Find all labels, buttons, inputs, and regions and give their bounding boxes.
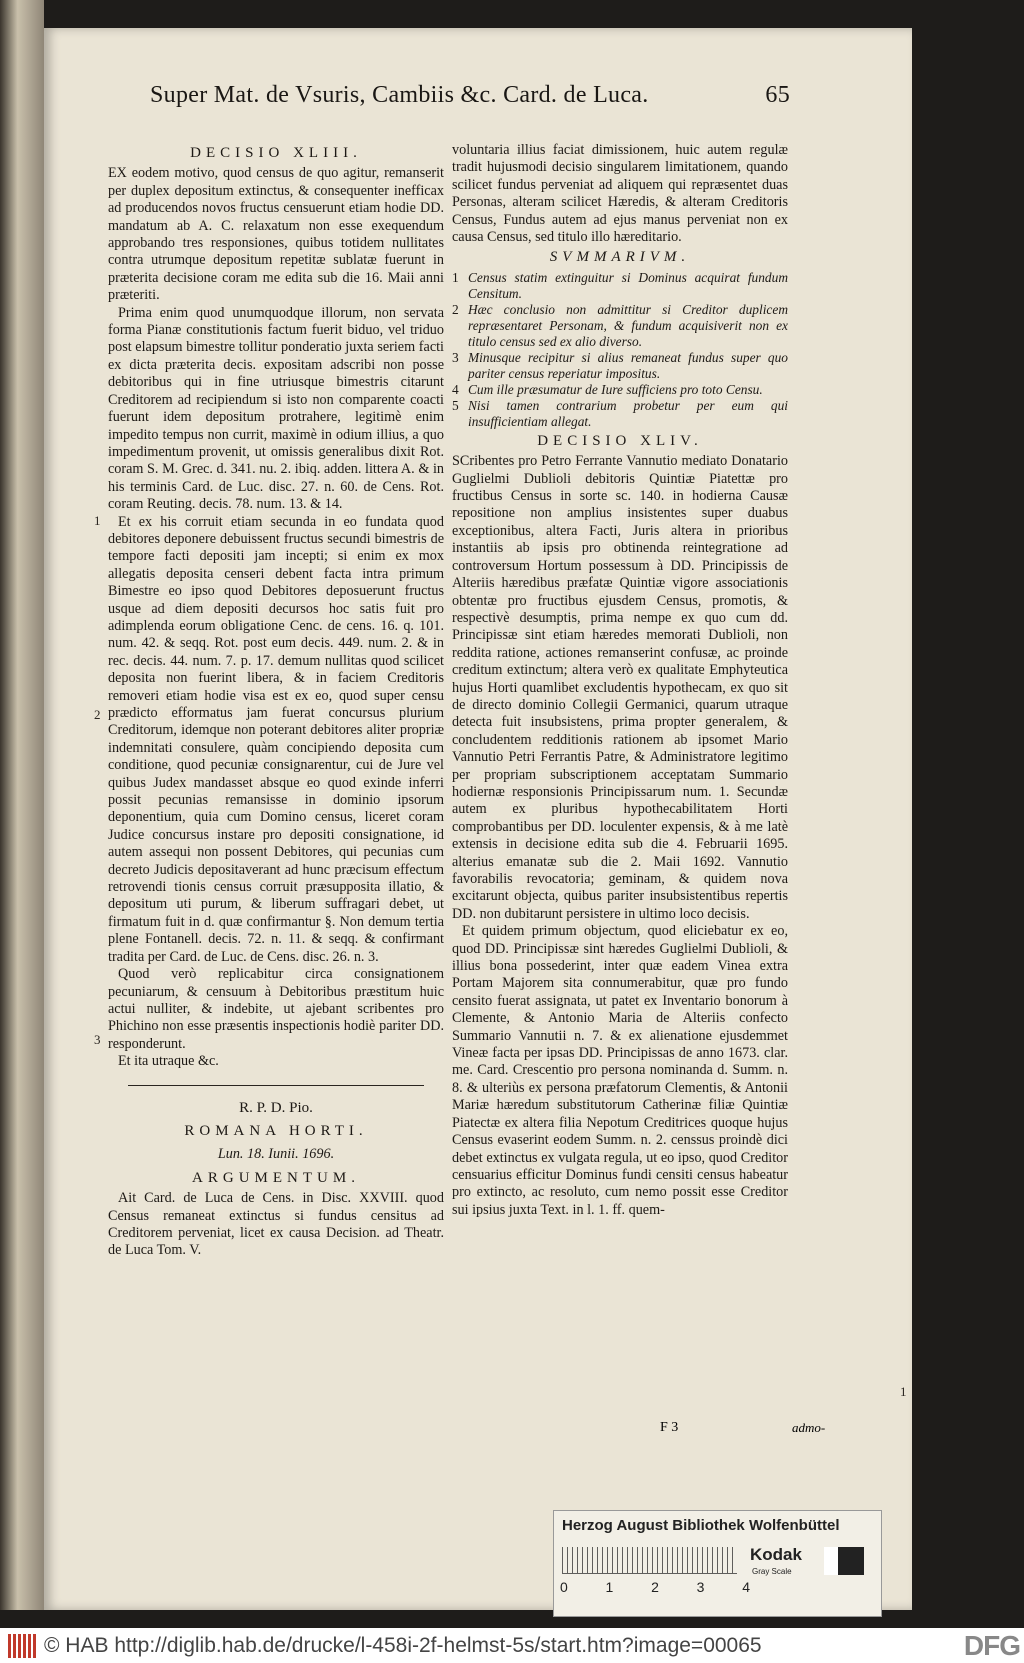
footer-url-text[interactable]: © HAB http://diglib.hab.de/drucke/l-458i-2f-helmst-5s/start.htm?image=00065 [44, 1633, 762, 1657]
decisio-xliii-title: DECISIO XLIII. [190, 145, 362, 161]
margin-number: 1 [94, 513, 101, 528]
case-date: Lun. 18. Iunii. 1696. [217, 1146, 335, 1163]
decisio-xliv-title: DECISIO XLIV. [537, 432, 703, 449]
margin-number: 2 [94, 707, 101, 722]
argumentum-text: Ait Card. de Luca de Cens. in Disc. XXVIII. quod Census remaneat extinctus si fundus censitus ad Creditorem perveniat, licet ex causa Decision. ad Theatr. de Luca Tom. V. [108, 1190, 444, 1259]
barcode-icon [8, 1634, 38, 1658]
summarium-item: 2 Hæc conclusio non admittitur si Creditor duplicem repræsentaret Personam, & fundum acquisiverit non ex titulo census sed ex alio diverso. [452, 301, 788, 349]
page-number: 65 [765, 82, 790, 108]
catchword: admo- [792, 1420, 826, 1435]
library-name: Herzog August Bibliothek Wolfenbüttel [562, 1517, 840, 1534]
color-calibration-bar [553, 1510, 882, 1617]
summarium-title: SVMMARIVM. [549, 249, 691, 266]
ruler-numbers: 0 1 2 3 4 [560, 1579, 750, 1595]
right-column [452, 142, 788, 1219]
book-spine [0, 0, 44, 1610]
argumentum-title: ARGUMENTUM. [192, 1169, 360, 1186]
right-paragraph: SCribentes pro Petro Ferrante Vannutio mediato Donatario Guglielmi Dublioli debitoris Quintiæ Piatettæ pro fructibus Census in sorte sc. 140. in hodierna Causæ repositione non amplius insistentes super duabus exceptionibus, altera Facti, Juris altera in prioribus instantiis ab ipsis pro obtinenda reintegratione ad controversum Hortum possessum à DD. Principissis de Alteriis hæredibus præfatæ Quintiæ vigore associationis obtentæ pro fructibus ejusdem Census, promotis, & respectivè desumptis, prima nempe ex quo cum dd. Principissæ sint etiam hæredes memorati Dublioli, non reddita ratione, actiones remanserint confusæ, ac proinde creditum extinctum; altera verò ex qualitate Emphyteutica hujus Horti quamlibet excludentis hypothecam, ex quo sit de directo dominio Collegii Germanici, quarum utraque detecta fuit insubsistens, prima propter generalem, & concludentem redditionis rationem ab ipsomet Mario Vannutio Petri Ferrantis Patre, & Administratore legitimo per propriam subscriptionem acceptatam Summario hodiernæ responsionis Principissarum num. 1. Secundæ autem ex pluribus hypothecabilitatem Horti comprobantibus per DD. loculenter expensis, & à me latè extensis in decisione edita sub die 4. Februarii 1695. alterius emanatæ sub die 2. Maii 1692. Vannutio favorabilis revocatoria; geminam, & quidem nova excitarunt objecta, quibus pariter insubsistentibus repertis DD. non dubitarunt persistere in ultimo loco decisis. [452, 453, 788, 922]
left-paragraph: Quod verò replicabitur circa consignationem pecuniarum, & censuum à Debitoribus præstitum huic actui nulliter, & indebite, ut ajebant scribentes pro Phichino non esse præsentis inspectionis hodiè pariter DD. responderunt. [108, 966, 444, 1052]
summarium-item: 4 Cum ille præsumatur de Iure sufficiens pro toto Censu. [452, 381, 763, 397]
gray-block [824, 1547, 864, 1575]
ruler-scale [562, 1547, 737, 1574]
signature-mark: F 3 [660, 1420, 679, 1435]
section-divider [128, 1085, 424, 1086]
case-judge: R. P. D. Pio. [239, 1099, 313, 1116]
header-title: Super Mat. de Vsuris, Cambiis &c. Card. de Luca. [150, 82, 649, 108]
right-paragraph: Et quidem primum objectum, quod eliciebatur ex eo, quod DD. Principissæ sint hæredes Guglielmi Dublioli, & illius bona possederint, inter quæ eadem Vinea extra Portam Majorem sita connumerabitur, quæ pro fundo censito fuerat assignata, ut patet ex Inventario bonorum à Clemente, & Antonio Maria de Alteriis confecto Summario Vannutii n. 7. & ex alienatione ejusdemmet Vineæ facta per ipsas DD. Principissas de anno 1673. clar. me. Card. Crescentio pro persona nominanda d. Summ. n. 8. & ulteriùs ex persona præfatorum Clementis, & Antonii Mariæ hæredum substitutorum Catherinæ filiæ Quintiæ Piatectæ ex altera filia Nepotum Creditrices quoque hujus Census evaserint eodem Summ. n. 2. censsus proindè dici debet extinctus ex vulgata regula, ut eo ipso, quod Creditor censuarius efficitur Dominus fundi censiti census habeatur pro extincto, ac resoluto, cum nemo possit esse Creditor sui ipsius juxta Text. in l. 1. ff. quem- [452, 923, 788, 1218]
right-intro-text: voluntaria illius faciat dimissionem, huic autem regulæ tradit hujusmodi decisio singularem limitationem, quando scilicet fundus perveniat ad aliquem qui repræsentet duas Personas, alteram scilicet Hæredis, & alteram Creditoris Census, Fundus autem ad ejus manus perveniat non ex causa Census, sed titulo illo hæreditario. [452, 142, 788, 246]
margin-number: 1 [900, 1384, 907, 1399]
dfg-logo: DFG [963, 1629, 1020, 1661]
left-column [108, 142, 444, 1260]
summarium-item: 1 Census statim extinguitur si Dominus acquirat fundum Censitum. [452, 269, 788, 301]
case-title: ROMANA HORTI. [184, 1122, 368, 1139]
footer-bar [0, 1628, 1024, 1663]
page-header [150, 82, 790, 109]
summarium-item: 5 Nisi tamen contrarium probetur per eum qui insufficientiam allegat. [452, 397, 788, 429]
gray-scale-label: Gray Scale [752, 1567, 792, 1576]
summarium-item: 3 Minusque recipitur si alius remaneat fundus super quo pariter census reperiatur impositus. [452, 349, 788, 381]
left-paragraph: Et ex his corruit etiam secunda in eo fundata quod debitores deponere debuissent fructus secundi bimestris de tempore facti depositi jam incepti; si enim ex mox allegatis deposita censeri debent facta intra primum Bimestre eo ipso quod Debitores deposuerunt fructus usque ad diem depositi decursos hoc satis fuit pro adimplenda eorum obligatione Cenc. de cens. 16. q. 101. num. 42. & seqq. Rot. post eum decis. 449. num. 2. & in rec. decis. 44. num. 7. p. 17. demum nullitas quod scilicet deposita non fuerint libera, & in faciem Creditoris removeri etiam hodie visa est ex eo, quod super censu prædicto efformatus jam fuerat concursus plurium Creditorum, idemque non poterant debitores aliter propriæ indemnitati consulere, quàm concipiendo deposita cum conditione, quod pecuniæ consignarentur, cui de Jure vel quibus Judex mandasset absque eo quod exinde inferri possit pecunias remansisse in dominio ipsorum deponentium, quia cum Domino census, liceret coram Judice concursus instare pro depositi consignatione, id autem assequi non possent Debitores, qui pecunias cum decreto Judicis depositaverant ad hunc præcisum effectum retrovendi tionis census corruit præsupposita illatio, & depositum uti purum, & liberum suffragari debet, ut firmatum fuit in d. quæ confirmantur §. Non demum tertia plene Fontanell. decis. 72. n. 11. & seqq. & confirmant tradita per Card. de Luc. de Cens. disc. 26. n. 3. [108, 513, 444, 965]
left-paragraph: Prima enim quod unumquodque illorum, non servata forma Pianæ constitutionis factum fuerit biduo, vel triduo post elapsum bimestre tollitur ponderatio juxta seriem facti ex dicta præterita decis. expositam adscribi non posse debitoribus qui in fine utriusque bimestris citarunt Creditorem ad recipiendum si isto non comparente coacti fuerunt idem depositum protrahere, legitimè enim impedito tempus non currit, maximè in odium illius, a quo impedimentum provenit, ut omissis generalibus dixit Rot. coram S. M. Grec. d. 341. nu. 2. ibiq. adden. littera A. & in his terminis Card. de Luc. disc. 27. n. 60. de Cens. Rot. coram Reuting. decis. 78. num. 13. & 14. [108, 304, 444, 513]
left-paragraph: EX eodem motivo, quod census de quo agitur, remanserit per duplex depositum extinctus, & consequenter inefficax ad producendos novos fructus censuerunt etiam hodie DD. mandatum ab A. C. relaxatum non esse exequendum approbando tres responsiones, quibus totidem nullitates contra utrumque depositum repetitæ sublatæ fuerunt in præterita decisione coram me edita sub die 16. Maii anni præteriti. [108, 165, 444, 304]
left-paragraph: Et ita utraque &c. [118, 1053, 219, 1070]
kodak-logo: Kodak [750, 1545, 802, 1564]
margin-number: 3 [94, 1032, 101, 1047]
